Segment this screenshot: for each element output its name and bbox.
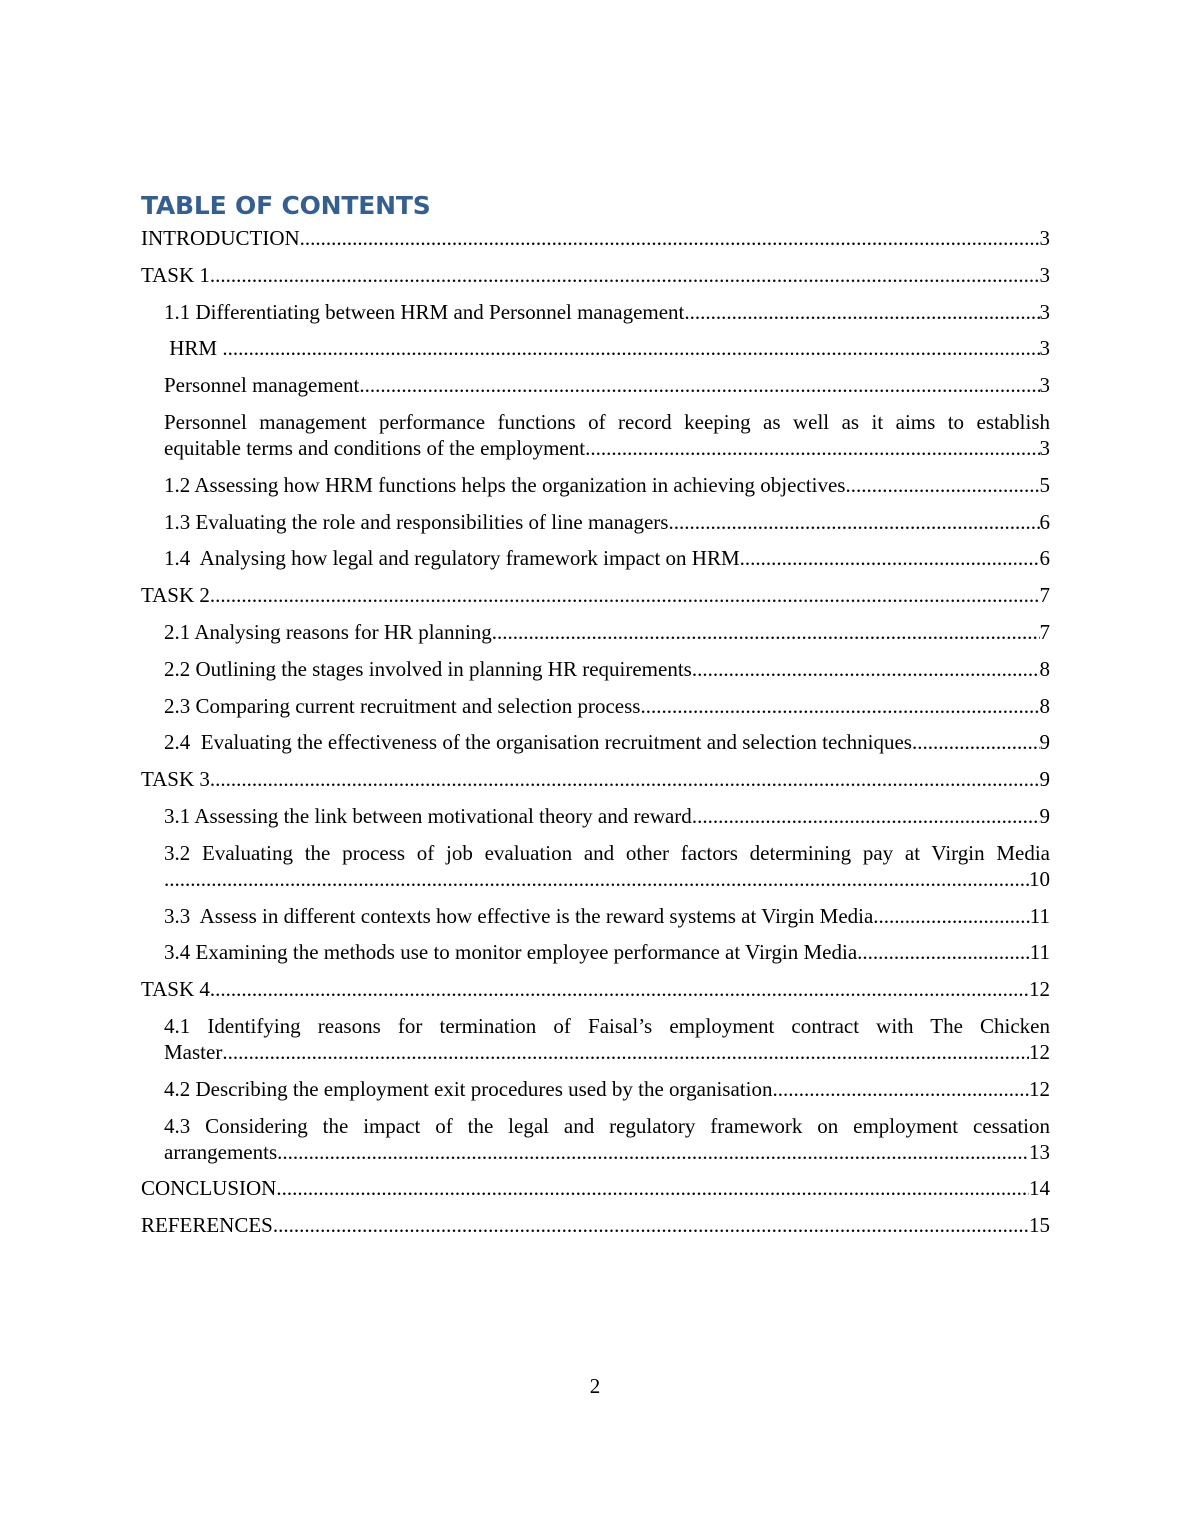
- toc-entry-label-line-1: 3.2 Evaluating the process of job evaluation and other factors determining pay at Virgin Media: [164, 840, 1050, 865]
- dot-leader: [300, 225, 1040, 251]
- dot-leader: [210, 582, 1040, 608]
- toc-entry-label: TASK 4: [141, 977, 210, 1002]
- toc-page-number: 3: [1039, 226, 1050, 250]
- toc-page-number: 13: [1029, 1139, 1050, 1164]
- toc-entry-label: 1.4 Analysing how legal and regulatory framework impact on HRM: [164, 546, 740, 571]
- toc-page-number: 9: [1039, 767, 1050, 792]
- toc-page-number: 12: [1029, 1076, 1050, 1101]
- toc-page-number: 14: [1029, 1176, 1050, 1201]
- toc-entry-2-3[interactable]: [141, 693, 1050, 719]
- toc-entry-label: 2.2 Outlining the stages involved in planning HR requirements: [164, 656, 692, 681]
- toc-page-number: 15: [1029, 1213, 1050, 1238]
- toc-page-number: 3: [1039, 336, 1050, 361]
- toc-entry-label-line-2: equitable terms and conditions of the employment.: [164, 435, 591, 460]
- toc-entry-1-3[interactable]: [141, 509, 1050, 535]
- dot-leader: [276, 1175, 1029, 1201]
- toc-entry-label: 1.2 Assessing how HRM functions helps the organization in achieving objectives: [164, 472, 846, 497]
- toc-entry-label: 2.1 Analysing reasons for HR planning: [164, 619, 492, 644]
- toc-entry-label: 1.1 Differentiating between HRM and Personnel management: [164, 299, 685, 324]
- toc-entry-3-1[interactable]: [141, 803, 1050, 829]
- toc-entry-label: Personnel management: [164, 373, 360, 398]
- toc-entry-introduction[interactable]: [141, 225, 1050, 251]
- toc-entry-label-line-1: Personnel management performance functions of record keeping as well as it aims to establish: [164, 409, 1050, 434]
- toc-page-number: 11: [1029, 903, 1050, 928]
- toc-title: TABLE OF CONTENTS: [141, 191, 431, 220]
- dot-leader: [222, 1039, 1029, 1065]
- dot-leader: [845, 472, 1039, 498]
- table-of-contents: [141, 225, 1050, 1249]
- toc-entry-task-3[interactable]: [141, 766, 1050, 792]
- toc-entry-label-line-2: Master: [164, 1039, 223, 1064]
- toc-entry-4-1[interactable]: [141, 1013, 1050, 1065]
- dot-leader: [772, 1076, 1029, 1102]
- toc-entry-label: 2.3 Comparing current recruitment and selection process: [164, 693, 641, 718]
- toc-entry-personnel-functions[interactable]: [141, 409, 1050, 461]
- dot-leader: [210, 766, 1040, 792]
- toc-entry-3-3[interactable]: [141, 903, 1050, 929]
- toc-page-number: 12: [1029, 977, 1050, 1002]
- toc-entry-2-2[interactable]: [141, 656, 1050, 682]
- toc-page-number: 8: [1039, 693, 1050, 718]
- dot-leader: [222, 335, 1039, 361]
- dot-leader: [164, 866, 1029, 892]
- toc-entry-label: TASK 2: [141, 583, 210, 608]
- page-number: 2: [589, 1374, 601, 1398]
- toc-entry-references[interactable]: [141, 1212, 1050, 1238]
- toc-entry-label: INTRODUCTION: [141, 226, 300, 250]
- toc-entry-2-1[interactable]: [141, 619, 1050, 645]
- dot-leader: [273, 1212, 1029, 1238]
- toc-entry-label: 2.4 Evaluating the effectiveness of the organisation recruitment and selection techniques: [164, 730, 912, 755]
- dot-leader: [857, 939, 1030, 965]
- dot-leader: [210, 262, 1040, 288]
- toc-page-number: 12: [1029, 1039, 1050, 1064]
- toc-entry-task-2[interactable]: [141, 582, 1050, 608]
- dot-leader: [873, 903, 1029, 929]
- toc-entry-label: TASK 3: [141, 767, 210, 792]
- toc-entry-label: 1.3 Evaluating the role and responsibilities of line managers: [164, 509, 669, 534]
- toc-page-number: 9: [1039, 803, 1050, 828]
- toc-page-number: 7: [1039, 583, 1050, 608]
- toc-entry-label: 3.3 Assess in different contexts how effective is the reward systems at Virgin Media: [164, 903, 874, 928]
- toc-entry-label-line-1: 4.3 Considering the impact of the legal and regulatory framework on employment cessation: [164, 1113, 1050, 1138]
- dot-leader: [692, 656, 1040, 682]
- toc-page-number: 3: [1039, 373, 1050, 398]
- toc-entry-1-4[interactable]: [141, 545, 1050, 571]
- toc-entry-4-3[interactable]: [141, 1113, 1050, 1165]
- toc-entry-personnel-management[interactable]: [141, 372, 1050, 398]
- dot-leader: [912, 729, 1040, 755]
- dot-leader: [492, 619, 1040, 645]
- toc-page-number: 11: [1029, 940, 1050, 965]
- toc-entry-label: 3.1 Assessing the link between motivational theory and reward: [164, 803, 692, 828]
- toc-page-number: 3: [1039, 262, 1050, 287]
- dot-leader: [590, 435, 1039, 461]
- toc-entry-label: TASK 1: [141, 262, 210, 287]
- toc-entry-task-1[interactable]: [141, 262, 1050, 288]
- toc-entry-4-2[interactable]: [141, 1076, 1050, 1102]
- toc-entry-task-4[interactable]: [141, 976, 1050, 1002]
- toc-page-number: 7: [1039, 619, 1050, 644]
- toc-entry-2-4[interactable]: [141, 729, 1050, 755]
- dot-leader: [692, 803, 1040, 829]
- toc-entry-label: 3.4 Examining the methods use to monitor employee performance at Virgin Media: [164, 940, 858, 965]
- toc-entry-1-2[interactable]: [141, 472, 1050, 498]
- toc-entry-label-line-2: arrangements: [164, 1139, 278, 1164]
- dot-leader: [359, 372, 1039, 398]
- toc-page-number: 6: [1039, 509, 1050, 534]
- dot-leader: [684, 299, 1039, 325]
- toc-page-number: 3: [1039, 299, 1050, 324]
- toc-entry-label: 4.2 Describing the employment exit procedures used by the organisation: [164, 1076, 773, 1101]
- toc-entry-3-2[interactable]: [141, 840, 1050, 892]
- toc-page-number: 5: [1039, 472, 1050, 497]
- toc-page-number: 8: [1039, 656, 1050, 681]
- toc-page-number: 10: [1029, 866, 1050, 891]
- dot-leader: [277, 1139, 1029, 1165]
- toc-entry-3-4[interactable]: [141, 939, 1050, 965]
- dot-leader: [668, 509, 1039, 535]
- dot-leader: [640, 693, 1039, 719]
- toc-entry-1-1[interactable]: [141, 299, 1050, 325]
- toc-page-number: 9: [1039, 730, 1050, 755]
- toc-entry-label-line-1: 4.1 Identifying reasons for termination of Faisal’s employment contract with The Chicken: [164, 1013, 1050, 1038]
- toc-entry-hrm[interactable]: [141, 335, 1050, 361]
- toc-entry-label: CONCLUSION: [141, 1176, 277, 1201]
- toc-entry-label: REFERENCES: [141, 1213, 273, 1238]
- dot-leader: [740, 545, 1040, 571]
- toc-entry-label: HRM: [164, 336, 223, 361]
- dot-leader: [210, 976, 1029, 1002]
- toc-page-number: 3: [1039, 435, 1050, 460]
- toc-entry-conclusion[interactable]: [141, 1175, 1050, 1201]
- toc-page-number: 6: [1039, 546, 1050, 571]
